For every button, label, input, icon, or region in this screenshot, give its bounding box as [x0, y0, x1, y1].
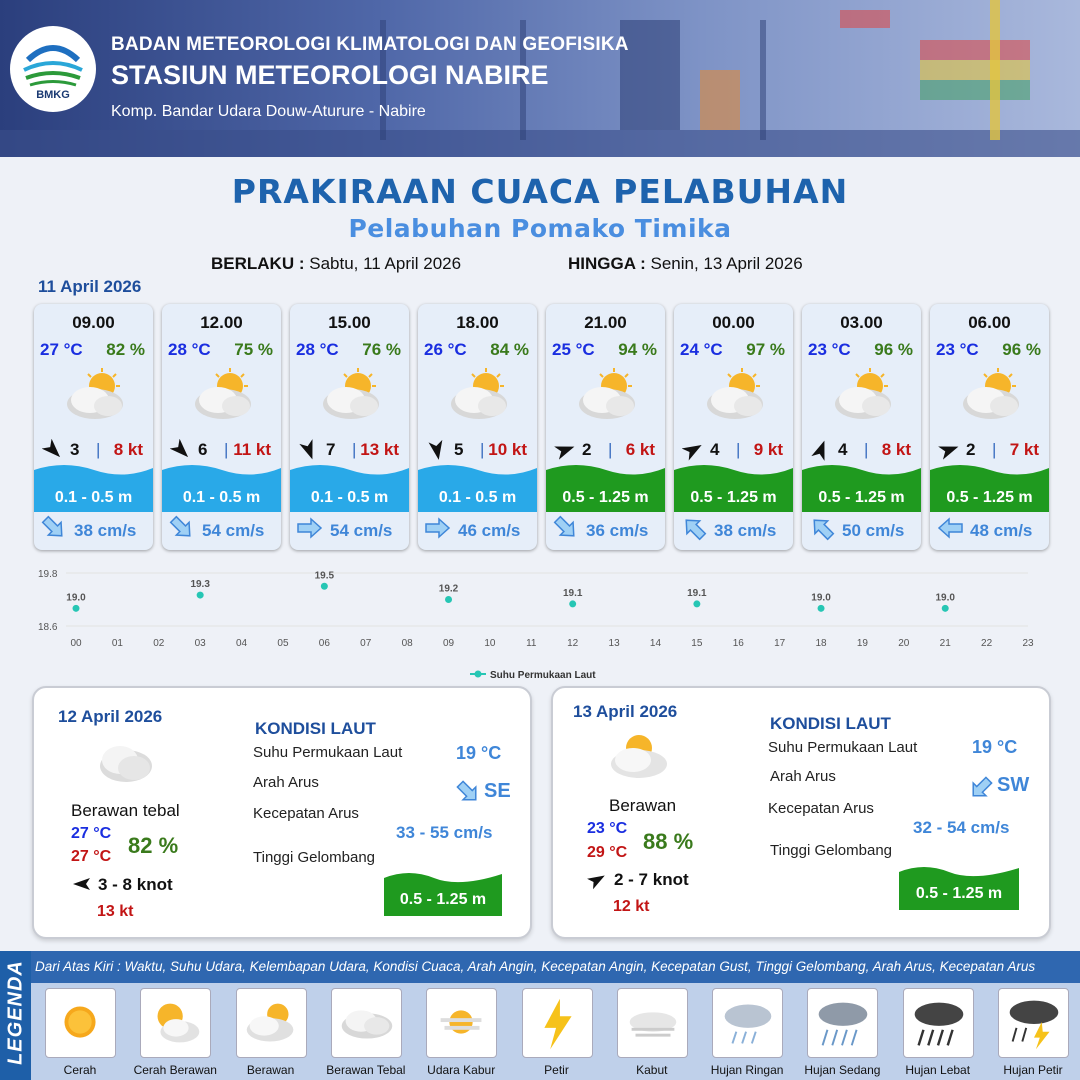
- forecast-card: [34, 304, 153, 550]
- forecast-temp: 26 °C: [424, 340, 467, 359]
- forecast-time: 21.00: [584, 313, 627, 332]
- forecast-humidity: 75 %: [234, 340, 273, 359]
- valid-from: [211, 254, 461, 274]
- current-speed: 48 cm/s: [970, 521, 1033, 540]
- separator: |: [736, 440, 741, 459]
- wind-arrow-icon: [938, 439, 960, 461]
- gust-speed: 11 kt: [233, 440, 271, 459]
- forecast-time: 06.00: [968, 313, 1011, 332]
- day3-speed-label: Kecepatan Arus: [768, 800, 874, 817]
- sun-cloud-icon: [958, 366, 1026, 424]
- day2-wave-label: Tinggi Gelombang: [253, 849, 376, 866]
- day3-condition: Berawan: [609, 796, 677, 815]
- legend: [0, 951, 1080, 1080]
- current-speed: 54 cm/s: [330, 521, 393, 540]
- x-tick-label: 20: [898, 638, 910, 649]
- wave-height: 0.5 - 1.25 m: [690, 489, 777, 506]
- header: [0, 0, 1080, 157]
- legend-description: Dari Atas Kiri : Waktu, Suhu Udara, Kelembapan Udara, Kondisi Cuaca, Arah Angin, Kecepatan Angin, Kecepatan Gust, Tinggi Gelombang, Arah Arus, Kecepatan Arus: [35, 959, 1036, 974]
- day2-tmax: 27 °C: [71, 848, 112, 865]
- wind-speed: 4: [710, 440, 720, 459]
- forecast-time: 03.00: [840, 313, 883, 332]
- forecast-card: [418, 304, 537, 550]
- legend-item-label: Cerah: [63, 1063, 97, 1077]
- forecast-humidity: 94 %: [618, 340, 657, 359]
- sun-cloud-icon: [446, 366, 514, 424]
- legend-item-label: Hujan Ringan: [710, 1063, 784, 1077]
- x-tick-label: 05: [277, 638, 289, 649]
- x-tick-label: 06: [318, 638, 330, 649]
- x-tick-label: 11: [526, 638, 537, 649]
- day2-wind: 3 - 8 knot: [98, 875, 173, 894]
- current-arrow-icon: [807, 514, 837, 542]
- current-arrow-se-icon: [454, 778, 482, 806]
- current-speed: 38 cm/s: [714, 521, 777, 540]
- sst-chart: [30, 562, 1050, 684]
- sun-cloud-icon: [318, 366, 386, 424]
- wind-arrow-icon: [298, 439, 320, 461]
- lightning-icon: [522, 988, 593, 1058]
- sst-point: [818, 605, 825, 612]
- thick-cloud-icon: [331, 988, 402, 1058]
- valid-to-label: HINGGA :: [568, 254, 646, 273]
- x-tick-label: 09: [442, 638, 455, 649]
- x-tick-label: 18: [815, 638, 827, 649]
- x-tick-label: 00: [70, 638, 82, 649]
- forecast-humidity: 97 %: [746, 340, 785, 359]
- separator: |: [224, 440, 229, 459]
- x-tick-label: 19: [856, 638, 868, 649]
- day3-box: [551, 686, 1051, 939]
- forecast-card: [802, 304, 921, 550]
- current-arrow-sw-icon: [967, 774, 995, 802]
- day1-date: 11 April 2026: [38, 277, 142, 296]
- sst-point: [569, 600, 576, 607]
- thick-cloud-icon: [92, 740, 156, 786]
- forecast-card: [674, 304, 793, 550]
- x-tick-label: 01: [111, 638, 123, 649]
- current-speed: 46 cm/s: [458, 521, 521, 540]
- current-arrow-icon: [167, 514, 197, 542]
- x-tick-label: 14: [649, 638, 662, 649]
- forecast-humidity: 96 %: [874, 340, 913, 359]
- forecast-card: [290, 304, 409, 550]
- day3-sea-title: KONDISI LAUT: [770, 714, 891, 733]
- forecast-humidity: 84 %: [490, 340, 529, 359]
- forecast-time: 09.00: [72, 313, 115, 332]
- forecast-temp: 27 °C: [40, 340, 83, 359]
- day2-sea-title: KONDISI LAUT: [255, 719, 376, 738]
- forecast-temp: 23 °C: [936, 340, 979, 359]
- page-title: PRAKIRAAN CUACA PELABUHAN: [231, 172, 849, 211]
- sun-icon: [45, 988, 116, 1058]
- sst-point-label: 19.3: [190, 579, 210, 591]
- sst-point-label: 19.0: [811, 592, 831, 604]
- sst-point-label: 19.0: [935, 592, 955, 604]
- separator: |: [864, 440, 869, 459]
- separator: |: [608, 440, 613, 459]
- day3-tmin: 23 °C: [587, 820, 628, 837]
- station-name: STASIUN METEOROLOGI NABIRE: [111, 60, 549, 90]
- x-tick-label: 03: [194, 638, 206, 649]
- wind-speed: 2: [582, 440, 592, 459]
- sun-cloud-icon: [140, 988, 211, 1058]
- day2-gust: 13 kt: [97, 903, 134, 920]
- station-address: Komp. Bandar Udara Douw-Aturure - Nabire: [111, 103, 426, 120]
- wind-speed: 7: [326, 440, 336, 459]
- day3-wave-label: Tinggi Gelombang: [770, 842, 893, 859]
- sst-point: [693, 600, 700, 607]
- wave-height: 0.5 - 1.25 m: [562, 489, 649, 506]
- day3-wind: 2 - 7 knot: [614, 870, 689, 889]
- forecast-temp: 25 °C: [552, 340, 595, 359]
- day2-wave: 0.5 - 1.25 m: [399, 891, 487, 908]
- day2-dir-label: Arah Arus: [253, 774, 319, 791]
- current-speed: 38 cm/s: [74, 521, 137, 540]
- forecast-temp: 28 °C: [296, 340, 339, 359]
- current-speed: 54 cm/s: [202, 521, 265, 540]
- day3-date: 13 April 2026: [573, 702, 678, 721]
- day3-gust: 12 kt: [613, 898, 650, 915]
- legend-title: LEGENDA: [4, 960, 27, 1065]
- day3-sst-label: Suhu Permukaan Laut: [768, 739, 918, 756]
- day2-speed-label: Kecepatan Arus: [253, 805, 359, 822]
- page-subtitle: Pelabuhan Pomako Timika: [348, 214, 732, 243]
- wave-height: 0.1 - 0.5 m: [182, 489, 261, 506]
- light-rain-icon: [712, 988, 783, 1058]
- legend-item-label: Berawan Tebal: [326, 1063, 406, 1077]
- legend-item-label: Petir: [544, 1063, 569, 1077]
- x-tick-label: 02: [153, 638, 165, 649]
- forecast-time: 12.00: [200, 313, 243, 332]
- legend-marker: [475, 671, 482, 678]
- separator: |: [992, 440, 997, 459]
- x-tick-label: 22: [981, 638, 993, 649]
- cloud-sun-icon: [236, 988, 307, 1058]
- x-tick-label: 12: [567, 638, 579, 649]
- wave-height: 0.1 - 0.5 m: [54, 489, 133, 506]
- legend-description-bar: [31, 951, 1080, 983]
- x-tick-label: 23: [1022, 638, 1034, 649]
- sun-cloud-icon: [702, 366, 770, 424]
- forecast-card: [546, 304, 665, 550]
- day2-sst-label: Suhu Permukaan Laut: [253, 744, 403, 761]
- day3-current-dir: SW: [997, 774, 1030, 796]
- wind-arrow-icon: [554, 439, 576, 461]
- current-arrow-icon: [935, 514, 965, 542]
- day3-wind-arrow-icon: [587, 870, 607, 890]
- current-arrow-icon: [551, 514, 581, 542]
- chart-legend-label: Suhu Permukaan Laut: [490, 670, 596, 681]
- forecast-humidity: 76 %: [362, 340, 401, 359]
- separator: |: [352, 440, 357, 459]
- forecast-temp: 28 °C: [168, 340, 211, 359]
- forecast-temp: 24 °C: [680, 340, 723, 359]
- haze-icon: [426, 988, 497, 1058]
- wind-speed: 4: [838, 440, 848, 459]
- wind-speed: 5: [454, 440, 464, 459]
- x-tick-label: 16: [732, 638, 744, 649]
- wave-height: 0.5 - 1.25 m: [818, 489, 905, 506]
- wind-speed: 2: [966, 440, 976, 459]
- current-arrow-icon: [679, 514, 709, 542]
- day2-current-dir: SE: [484, 780, 511, 802]
- wave-height: 0.5 - 1.25 m: [946, 489, 1033, 506]
- x-tick-label: 04: [236, 638, 248, 649]
- gust-speed: 9 kt: [753, 440, 783, 459]
- current-speed: 36 cm/s: [586, 521, 649, 540]
- bmkg-logo: [10, 26, 96, 112]
- sst-point: [321, 583, 328, 590]
- x-tick-label: 15: [691, 638, 703, 649]
- gust-speed: 10 kt: [488, 440, 527, 459]
- day2-box: [32, 686, 532, 939]
- legend-item-label: Hujan Petir: [1003, 1063, 1063, 1077]
- day2-humidity: 82 %: [128, 833, 179, 858]
- sst-point-label: 19.5: [314, 570, 335, 582]
- sun-cloud-icon: [62, 366, 130, 424]
- valid-from-label: BERLAKU :: [211, 254, 305, 273]
- cloud-sun-icon: [607, 730, 671, 782]
- forecast-temp: 23 °C: [808, 340, 851, 359]
- legend-side: [0, 951, 31, 1080]
- current-arrow-icon: [39, 514, 69, 542]
- gust-speed: 13 kt: [360, 440, 399, 459]
- gust-speed: 8 kt: [881, 440, 911, 459]
- agency-name: BADAN METEOROLOGI KLIMATOLOGI DAN GEOFISIKA: [111, 34, 629, 55]
- current-arrow-icon: [295, 514, 325, 542]
- wind-arrow-icon: [810, 439, 832, 461]
- legend-item-label: Kabut: [636, 1063, 668, 1077]
- day3-current-speed: 32 - 54 cm/s: [913, 818, 1010, 837]
- sst-point-label: 19.0: [66, 592, 86, 604]
- sun-cloud-icon: [190, 366, 258, 424]
- wind-arrow-icon: [42, 439, 64, 461]
- wind-arrow-icon: [170, 439, 192, 461]
- x-tick-label: 21: [939, 638, 951, 649]
- sun-cloud-icon: [830, 366, 898, 424]
- legend-item-label: Udara Kabur: [427, 1063, 496, 1077]
- day3-dir-label: Arah Arus: [770, 768, 836, 785]
- x-tick-label: 07: [360, 638, 372, 649]
- forecast-card: [930, 304, 1049, 550]
- sun-cloud-icon: [574, 366, 642, 424]
- valid-to-value: Senin, 13 April 2026: [650, 254, 803, 273]
- forecast-humidity: 96 %: [1002, 340, 1041, 359]
- valid-from-value: Sabtu, 11 April 2026: [309, 254, 462, 273]
- day3-wave: 0.5 - 1.25 m: [915, 885, 1003, 902]
- forecast-time: 18.00: [456, 313, 499, 332]
- forecast-time: 00.00: [712, 313, 755, 332]
- day2-condition: Berawan tebal: [71, 801, 180, 820]
- forecast-humidity: 82 %: [106, 340, 145, 359]
- day2-wind-arrow-icon: [72, 874, 92, 894]
- x-tick-label: 17: [774, 638, 786, 649]
- legend-item-label: Cerah Berawan: [133, 1063, 217, 1077]
- y-tick-label: 19.8: [38, 569, 58, 580]
- sst-point: [73, 605, 80, 612]
- separator: |: [480, 440, 485, 459]
- forecast-card: [162, 304, 281, 550]
- separator: |: [96, 440, 101, 459]
- gust-speed: 7 kt: [1009, 440, 1039, 459]
- thunderstorm-icon: [998, 988, 1069, 1058]
- x-tick-label: 10: [484, 638, 496, 649]
- current-speed: 50 cm/s: [842, 521, 905, 540]
- heavy-rain-icon: [903, 988, 974, 1058]
- sst-point: [942, 605, 949, 612]
- gust-speed: 8 kt: [113, 440, 143, 459]
- wind-speed: 6: [198, 440, 208, 459]
- logo-text: BMKG: [36, 89, 70, 101]
- sst-point: [445, 596, 452, 603]
- fog-icon: [617, 988, 688, 1058]
- day2-current-speed: 33 - 55 cm/s: [396, 823, 493, 842]
- day2-sst: 19 °C: [456, 743, 502, 763]
- sst-point: [197, 592, 204, 599]
- valid-to: [568, 254, 803, 274]
- day3-sst: 19 °C: [972, 737, 1018, 757]
- legend-item-label: Hujan Sedang: [804, 1063, 881, 1077]
- moderate-rain-icon: [807, 988, 878, 1058]
- legend-item-label: Berawan: [246, 1063, 295, 1077]
- wave-height: 0.1 - 0.5 m: [438, 489, 517, 506]
- sst-point-label: 19.1: [562, 587, 583, 599]
- sst-point-label: 19.2: [438, 583, 459, 595]
- x-tick-label: 08: [401, 638, 413, 649]
- day2-date: 12 April 2026: [58, 707, 163, 726]
- legend-item-label: Hujan Lebat: [905, 1063, 971, 1077]
- day3-humidity: 88 %: [643, 829, 694, 854]
- wind-arrow-icon: [426, 439, 448, 461]
- day2-tmin: 27 °C: [71, 825, 112, 842]
- wind-speed: 3: [70, 440, 80, 459]
- current-arrow-icon: [423, 514, 453, 542]
- wave-height: 0.1 - 0.5 m: [310, 489, 389, 506]
- gust-speed: 6 kt: [625, 440, 655, 459]
- y-tick-label: 18.6: [38, 622, 58, 633]
- sst-point-label: 19.1: [687, 587, 707, 599]
- day3-tmax: 29 °C: [587, 844, 628, 861]
- wind-arrow-icon: [682, 439, 704, 461]
- x-tick-label: 13: [608, 638, 620, 649]
- forecast-time: 15.00: [328, 313, 371, 332]
